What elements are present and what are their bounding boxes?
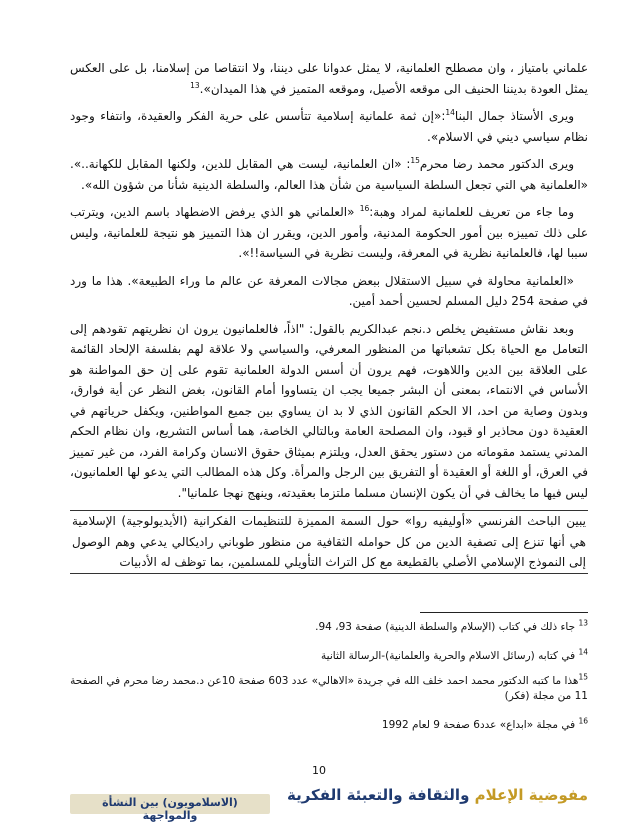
paragraph-3-lead: ويرى الدكتور محمد رضا محرم bbox=[419, 157, 574, 171]
footer-title-rest: والثقافة والتعبئة الفكرية bbox=[287, 786, 475, 804]
paragraph-3 bbox=[70, 154, 588, 195]
page-footer bbox=[70, 782, 588, 824]
footnote-16 bbox=[70, 718, 588, 733]
paragraph-4 bbox=[70, 202, 588, 264]
footnote-number: 16 bbox=[578, 716, 588, 726]
footnote-number: 14 bbox=[578, 647, 588, 657]
footnote-text: جاء ذلك في كتاب (الإسلام والسلطة الدينية) صفحة 93، 94. bbox=[315, 621, 576, 633]
body-text bbox=[70, 58, 588, 581]
footnote-ref-14[interactable]: 14 bbox=[445, 108, 455, 117]
footnote-text: في مجلة «ابداع» عدد6 صفحة 9 لعام 1992 bbox=[381, 719, 576, 731]
paragraph-4-quote: «العلماني هو الذي يرفض الاضطهاد باسم الدين، ويترتب على ذلك تمييزه بين أمور الحكومة المدنية، وأمور الدين، ويقرر ان هذا التمييز هو نتيجة للعلمانية، وليس سببا لها، فالعلمانية نظرية في المعرفة، وليست نظرية في السياسة!!». bbox=[70, 205, 588, 260]
paragraph-3-quote: : «ان العلمانية، ليست هي المقابل للدين، ولكنها المقابل للكهانة..». «العلمانية هي التي تجعل السلطة السياسية من شأن هذا العالم، والسلطة الدينية شأنا من شؤون الله». bbox=[70, 157, 588, 192]
footnote-text: هذا ما كتبه الدكتور محمد احمد خلف الله في جريدة «الاهالي» عدد 603 صفحة 10عن د.محمد رضا محرم في الصفحة 11 من مجلة (فكر) bbox=[70, 675, 588, 702]
footnote-number: 13 bbox=[578, 618, 588, 628]
paragraph-7-boxed: يبين الباحث الفرنسي «أوليفيه روا» حول السمة المميزة للتنظيمات الفكرانية (الأيديولوجية) الإسلامية هي أنها تنزع إلى تصفية الدين من كل حوامله الثقافية من منظور طوباني راديكالي يدعي وهم الوصول إلى النموذج الإسلامي الأصلي بالقطيعة مع كل التراث التأويلي للمسلمين، بما توظف له الأدبيات bbox=[70, 510, 588, 574]
footnote-ref-16[interactable]: 16 bbox=[359, 204, 370, 213]
paragraph-2-lead: ويرى الأستاذ جمال البنا bbox=[454, 109, 574, 123]
footnote-14 bbox=[70, 649, 588, 664]
footnote-divider bbox=[420, 612, 588, 613]
footer-organization-title bbox=[287, 786, 588, 804]
paragraph-1 bbox=[70, 58, 588, 99]
footnote-15 bbox=[70, 674, 588, 704]
footnote-text: في كتابه (رسائل الاسلام والحرية والعلمانية)-الرسالة الثانية bbox=[321, 650, 576, 662]
paragraph-2 bbox=[70, 106, 588, 147]
footnote-13 bbox=[70, 620, 588, 635]
footnote-ref-13[interactable]: 13 bbox=[190, 80, 200, 90]
page-number: 10 bbox=[312, 764, 326, 777]
footnotes bbox=[70, 620, 588, 747]
footer-book-title: (الاسلامويون) بين النشأة والمواجهة bbox=[102, 796, 238, 822]
paragraph-4-lead: وما جاء من تعريف للعلمانية لمراد وهبة: bbox=[369, 205, 574, 219]
paragraph-1-text: علماني بامتياز ، وان مصطلح العلمانية، لا يمثل عدوانا على ديننا، ولا انتقاصا من إسلامنا، بل على العكس يمثل العودة بديننا الحنيف الى موقعه الأصيل، وموقعه المتميز في هذا الميدان». bbox=[70, 61, 588, 96]
footnote-number: 15 bbox=[578, 672, 588, 682]
footer-title-gold: مفوضية الإعلام bbox=[474, 786, 588, 804]
paragraph-2-quote: :«إن ثمة علمانية إسلامية تتأسس على حرية الفكر والعقيدة، وانتفاء وجود نظام سياسي ديني في الاسلام». bbox=[70, 109, 588, 144]
paragraph-5: «العلمانية محاولة في سبيل الاستقلال ببعض مجالات المعرفة عن عالم ما وراء الطبيعة». هذا ما ورد في صفحة 254 دليل المسلم لحسين أحمد أمين. bbox=[70, 273, 588, 308]
paragraph-6: وبعد نقاش مستفيض يخلص د.نجم عبدالكريم بالقول: "اذاً، فالعلمانيون يرون ان نظريتهم تقودهم إلى التعامل مع الحياة بكل تشعباتها من المنظور المعرفي، والسياسي ولا علاقة لهم بفلسفة الإلحاد القائمة على العلاقة بين الدين واللاهوت، فهم يرون أن أسس الدولة العلمانية تقوم على إن حق المواطنة هو الأساس في الانتماء، بمعنى أن البشر جميعا يجب ان يتساووا أمام القانون، بغض النظر عن أية فوارق، وبدون وصاية من احد، الا الحكم القانون الذي لا بد ان يساوي بين جميع المواطنين، ويكفل حرياتهم في العقيدة دون محاذير او قيود، وان المصلحة العامة وبالتالي الخاصة، هما أساس التشريع، وان نظام الحكم المدني يستمد مقوماته من دستور يحقق العدل، ويلتزم بميثاق حقوق الانسان وكرامة الفرد، من غير تمييز في العرق، أو اللغة أو العقيدة أو التفريق بين الرجل والمرأة. وكل هذه المطالب التي يدعو لها العلمانيون، ليس فيها ما يخالف في أن يكون الإنسان مسلما ملتزما بعقيدته، وينهج نهجا علمانيا". bbox=[70, 321, 588, 500]
footnote-ref-15[interactable]: 15 bbox=[410, 156, 420, 165]
